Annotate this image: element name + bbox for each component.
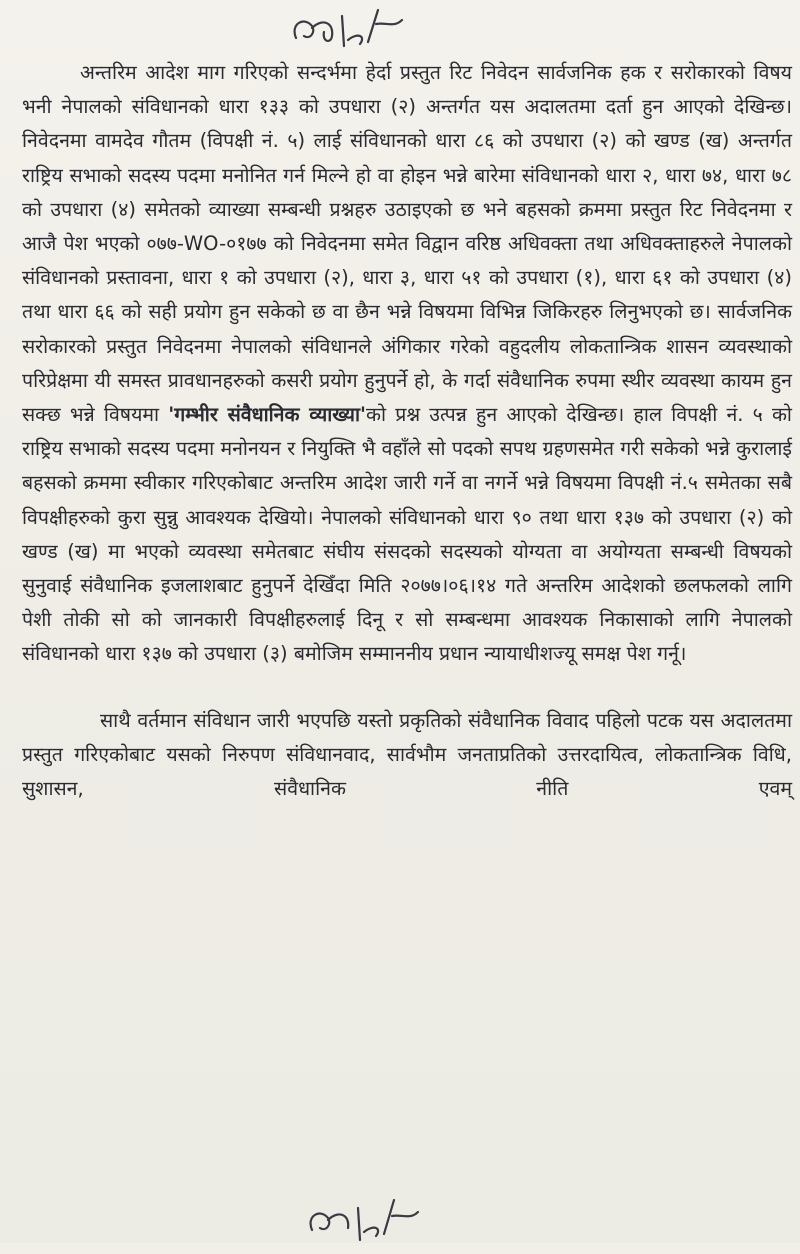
signature-initials-top [282,2,412,62]
paragraph-interim-order [22,56,792,672]
signature-initials-bottom [300,1190,430,1250]
paragraph-constitutional-dispute: साथै वर्तमान संविधान जारी भएपछि यस्तो प्रकृतिको संवैधानिक विवाद पहिलो पटक यस अदालतमा प्रस्तुत गरिएकोबाट यसको निरुपण संविधानवाद, सार्वभौम जनताप्रतिको उत्तरदायित्व, लोकतान्त्रिक विधि, सुशासन, संवैधानिक नीति एवम् [22,708,792,801]
document-body [22,56,792,806]
emphasized-phrase: 'गम्भीर संवैधानिक व्याख्या' [168,403,367,427]
paragraph-text-part-2: को प्रश्न उत्पन्न हुन आएको देखिन्छ। हाल विपक्षी नं. ५ को राष्ट्रिय सभाको सदस्य पदमा मनोनयन र नियुक्ति भै वहाँले सो पदको सपथ ग्रहणसमेत गरी सकेको भन्ने कुरालाई बहसको क्रममा स्वीकार गरिएकोबाट अन्तरिम आदेश जारी गर्ने वा नगर्ने भन्ने विषयमा विपक्षी नं.५ समेतका सबै विपक्षीहरुको कुरा सुन्नु आवश्यक देखियो। नेपालको संविधानको धारा ९० तथा धारा १३७ को उपधारा (२) को खण्ड (ख) मा भएको व्यवस्था समेतबाट संघीय संसदको सदस्यको योग्यता वा अयोग्यता सम्बन्धी विषयको सुनुवाई संवैधानिक इजलाशबाट हुनुपर्ने देखिँदा मिति २०७७।०६।१४ गते अन्तरिम आदेशको छलफलको लागि पेशी तोकी सो को जानकारी विपक्षीहरुलाई दिनू र सो सम्बन्धमा आवश्यक निकासाको लागि नेपालको संविधानको धारा १३७ को उपधारा (३) बमोजिम सम्माननीय प्रधान न्यायाधीशज्यू समक्ष पेश गर्नू। [22,403,792,666]
paragraph-text-part-1: अन्तरिम आदेश माग गरिएको सन्दर्भमा हेर्दा प्रस्तुत रिट निवेदन सार्वजनिक हक र सरोकारको विषय भनी नेपालको संविधानको धारा १३३ को उपधारा (२) अन्तर्गत यस अदालतमा दर्ता हुन आएको देखिन्छ। निवेदनमा वामदेव गौतम (विपक्षी नं. ५) लाई संविधानको धारा ८६ को उपधारा (२) को खण्ड (ख) अन्तर्गत राष्ट्रिय सभाको सदस्य पदमा मनोनित गर्न मिल्ने हो वा होइन भन्ने बारेमा संविधानको धारा २, धारा ७४, धारा ७८ को उपधारा (४) समेतको व्याख्या सम्बन्धी प्रश्नहरु उठाइएको छ भने बहसको क्रममा प्रस्तुत रिट निवेदनमा र आजै पेश भएको ०७७-WO-०१७७ को निवेदनमा समेत विद्वान वरिष्ठ अधिवक्ता तथा अधिवक्ताहरुले नेपालको संविधानको प्रस्तावना, धारा १ को उपधारा (२), धारा ३, धारा ५१ को उपधारा (१), धारा ६१ को उपधारा (४) तथा धारा ६६ को सही प्रयोग हुन सकेको छ वा छैन भन्ने विषयमा विभिन्न जिकिरहरु लिनुभएको छ। सार्वजनिक सरोकारको प्रस्तुत निवेदनमा नेपालको संविधानले अंगिकार गरेको वहुदलीय लोकतान्त्रिक शासन व्यवस्थाको परिप्रेक्षमा यी समस्त प्रावधानहरुको कसरी प्रयोग हुनुपर्ने हो, के गर्दा संवैधानिक रुपमा स्थीर व्यवस्था कायम हुन सक्छ भन्ने विषयमा [22,61,792,427]
signature-mark-top [282,2,412,62]
signature-mark-bottom [300,1190,430,1250]
